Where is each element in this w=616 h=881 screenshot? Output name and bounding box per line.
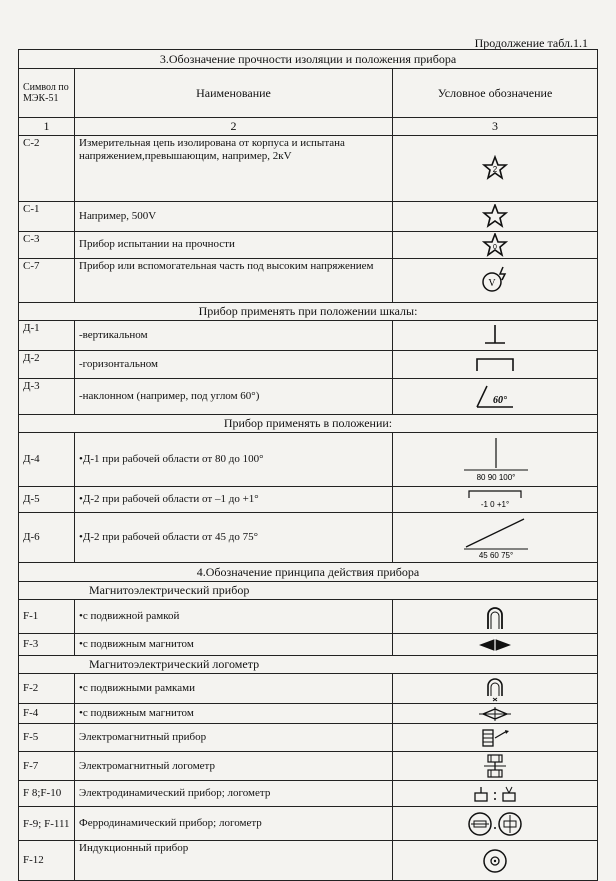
table-row (19, 634, 598, 656)
row-code: Д-4 (19, 432, 75, 486)
star-0-label: 0 (493, 243, 497, 251)
table-row (19, 704, 598, 724)
table-row (19, 752, 598, 781)
voltage-label: V (488, 278, 496, 290)
row-code: F-4 (19, 704, 75, 724)
header-symbol: Символ по МЭК-51 (19, 69, 75, 118)
row-name: -наклонном (например, под углом 60°) (75, 378, 393, 414)
table-row (19, 350, 598, 378)
logometer-caption: Магнитоэлектрический логометр (19, 656, 598, 674)
table-row (19, 201, 598, 231)
section-4-title: 4.Обозначение принципа действия прибора (19, 562, 598, 581)
star-2-label: 2 (492, 165, 498, 175)
header-name: Наименование (75, 69, 393, 118)
col-number-3: 3 (393, 118, 598, 135)
electromagnetic-ratio-icon (393, 752, 598, 781)
range-inclined-label: 45 60 75° (478, 551, 514, 560)
row-name: Прибор испытании на прочности (75, 231, 393, 258)
row-code: F-12 (19, 841, 75, 881)
row-code: С-2 (19, 135, 75, 201)
table-row (19, 135, 598, 201)
row-name: -вертикальном (75, 320, 393, 350)
star-icon (393, 201, 598, 231)
row-code: Д-5 (19, 486, 75, 512)
col-number-2: 2 (75, 118, 393, 135)
angle-label: 60° (493, 395, 507, 407)
moving-coils-ratio-icon (393, 674, 598, 704)
row-name: Измерительная цепь изолирована от корпуса и испытана напряжением,превышающим, например, 2кV (75, 135, 393, 201)
high-voltage-icon (393, 258, 598, 302)
table-row (19, 807, 598, 841)
electromagnetic-icon (393, 724, 598, 752)
table-row (19, 841, 598, 881)
row-name: •Д-2 при рабочей области от –1 до +1° (75, 486, 393, 512)
row-name: •с подвижным магнитом (75, 634, 393, 656)
row-name: Индукционный прибор (75, 841, 393, 881)
vertical-position-icon (393, 320, 598, 350)
horizontal-position-icon (393, 350, 598, 378)
electrodynamic-icon (393, 781, 598, 807)
row-name: Прибор или вспомогательная часть под высоким напряжением (75, 258, 393, 302)
row-code: F-9; F-111 (19, 807, 75, 841)
row-name: •Д-1 при рабочей области от 80 до 100° (75, 432, 393, 486)
table-row (19, 231, 598, 258)
row-code: Д-3 (19, 378, 75, 414)
table-row (19, 600, 598, 634)
star-0-icon (393, 231, 598, 258)
row-code: F-3 (19, 634, 75, 656)
instrument-position-caption: Прибор применять в положении: (19, 414, 598, 432)
range-horizontal-label: -1 0 +1° (480, 500, 510, 510)
inclined-position-icon (393, 378, 598, 414)
row-name: •с подвижным магнитом (75, 704, 393, 724)
row-name: •Д-2 при рабочей области от 45 до 75° (75, 512, 393, 562)
range-vertical-label: 80 90 100° (476, 473, 516, 483)
table-row (19, 432, 598, 486)
symbols-table (18, 49, 598, 881)
table-row (19, 258, 598, 302)
row-name: Ферродинамический прибор; логометр (75, 807, 393, 841)
row-code: Д-2 (19, 350, 75, 378)
moving-magnet-ratio-icon (393, 704, 598, 724)
section-3-title: 3.Обозначение прочности изоляции и положения прибора (19, 50, 598, 69)
table-row (19, 512, 598, 562)
row-code: F-5 (19, 724, 75, 752)
row-name: Электромагнитный прибор (75, 724, 393, 752)
row-code: F-2 (19, 674, 75, 704)
table-row (19, 674, 598, 704)
col-number-1: 1 (19, 118, 75, 135)
ferrodynamic-icon (393, 807, 598, 841)
row-name: •с подвижной рамкой (75, 600, 393, 634)
row-code: F-1 (19, 600, 75, 634)
table-row (19, 320, 598, 350)
table-row (19, 781, 598, 807)
moving-coil-icon (393, 600, 598, 634)
header-designation: Условное обозначение (393, 69, 598, 118)
star-2-icon (393, 135, 598, 201)
scale-position-caption: Прибор применять при положении шкалы: (19, 302, 598, 320)
row-code: Д-6 (19, 512, 75, 562)
row-code: С-3 (19, 231, 75, 258)
row-code: С-7 (19, 258, 75, 302)
table-row (19, 724, 598, 752)
row-code: С-1 (19, 201, 75, 231)
row-name: •с подвижными рамками (75, 674, 393, 704)
magnetoelectric-caption: Магнитоэлектрический прибор (19, 582, 598, 600)
row-code: Д-1 (19, 320, 75, 350)
row-name: Электродинамический прибор; логометр (75, 781, 393, 807)
row-name: -горизонтальном (75, 350, 393, 378)
range-inclined-icon (393, 512, 598, 562)
table-caption: Продолжение табл.1.1 (474, 36, 588, 50)
row-name: Например, 500V (75, 201, 393, 231)
induction-icon (393, 841, 598, 881)
range-vertical-icon (393, 432, 598, 486)
row-code: F-7 (19, 752, 75, 781)
table-row (19, 486, 598, 512)
moving-magnet-icon (393, 634, 598, 656)
row-code: F 8;F-10 (19, 781, 75, 807)
table-row (19, 378, 598, 414)
row-name: Электромагнитный логометр (75, 752, 393, 781)
range-horizontal-icon (393, 486, 598, 512)
